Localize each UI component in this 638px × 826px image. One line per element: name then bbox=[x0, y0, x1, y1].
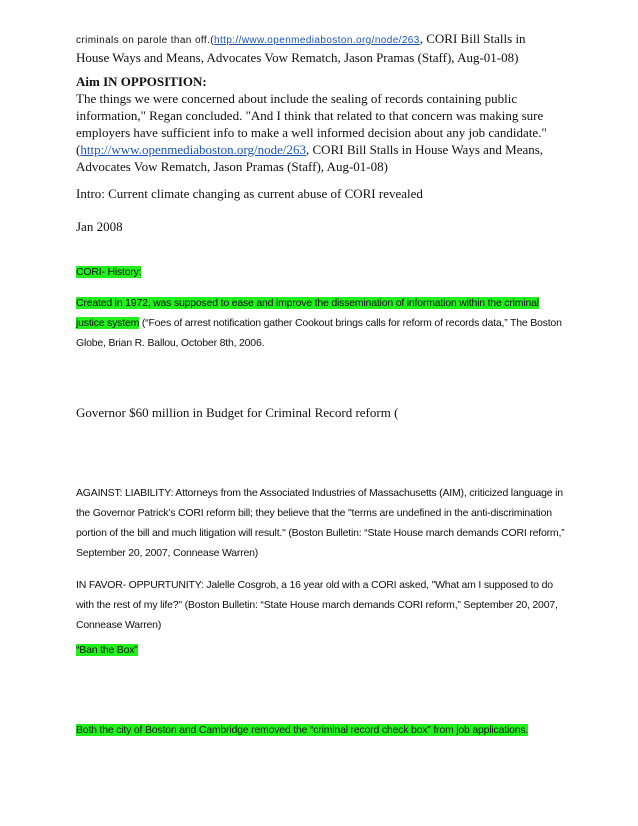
governor-text: Governor $60 million in Budget for Criminal Record reform ( bbox=[76, 405, 399, 420]
history-section bbox=[76, 293, 566, 353]
intro-text: Intro: Current climate changing as current abuse of CORI revealed bbox=[76, 186, 423, 201]
top-citation bbox=[76, 30, 566, 66]
against-text: AGAINST: LIABILITY: Attorneys from the Associated Industries of Massachusetts (AIM), criticized language in the Governor Patrick’s CORI reform bill; they believe that the "terms are undefined in the anti-discrimination portion of the bill and much litigation will result." (Boston Bulletin: “State House march demands CORI reform,” September 20, 2007, Connease Warren) bbox=[76, 487, 565, 559]
top-citation-1: , CORI Bill Stalls in bbox=[419, 31, 526, 46]
date-text: Jan 2008 bbox=[76, 219, 123, 234]
opposition-link[interactable]: http://www.openmediaboston.org/node/263 bbox=[80, 142, 307, 157]
top-link[interactable]: http://www.openmediaboston.org/node/263 bbox=[214, 35, 420, 46]
history-heading bbox=[76, 262, 566, 282]
opposition-body: The things we were concerned about include the sealing of records containing public information," Regan concluded. "And I think that related to that concern was making sure employers have sufficient info to make a well informed decision about any job candidate."( bbox=[76, 91, 547, 157]
top-prefix: criminals on parole than off.( bbox=[76, 35, 214, 46]
opposition-citation: , CORI Bill Stalls in House Ways and Means, Advocates Vow Rematch, Jason Pramas (Staff), Aug-01-08) bbox=[76, 142, 544, 174]
both-line bbox=[76, 720, 566, 740]
opposition-section bbox=[76, 73, 566, 175]
history-highlight: Created in 1972, was supposed to ease and improve the dissemination of information within the criminal justice system bbox=[76, 297, 539, 329]
history-heading-text: CORI- History: bbox=[76, 266, 142, 278]
history-rest: (“Foes of arrest notification gather Cookout brings calls for reform of records data,” The Boston Globe, Brian R. Ballou, October 8th, 2006. bbox=[76, 317, 562, 349]
opposition-heading: Aim IN OPPOSITION: bbox=[76, 74, 207, 89]
favor-text: IN FAVOR- OPPURTUNITY: Jalelle Cosgrob, a 16 year old with a CORI asked, "What am I supposed to do with the rest of my life?" (Boston Bulletin: “State House march demands CORI reform,” September 20, 2007, Connease Warren) bbox=[76, 579, 558, 631]
ban-heading bbox=[76, 640, 566, 660]
ban-text: “Ban the Box” bbox=[76, 644, 138, 656]
both-text: Both the city of Boston and Cambridge removed the “criminal record check box” from job applications. bbox=[76, 724, 529, 736]
top-citation-2: House Ways and Means, Advocates Vow Rematch, Jason Pramas (Staff), Aug-01-08) bbox=[76, 50, 519, 65]
